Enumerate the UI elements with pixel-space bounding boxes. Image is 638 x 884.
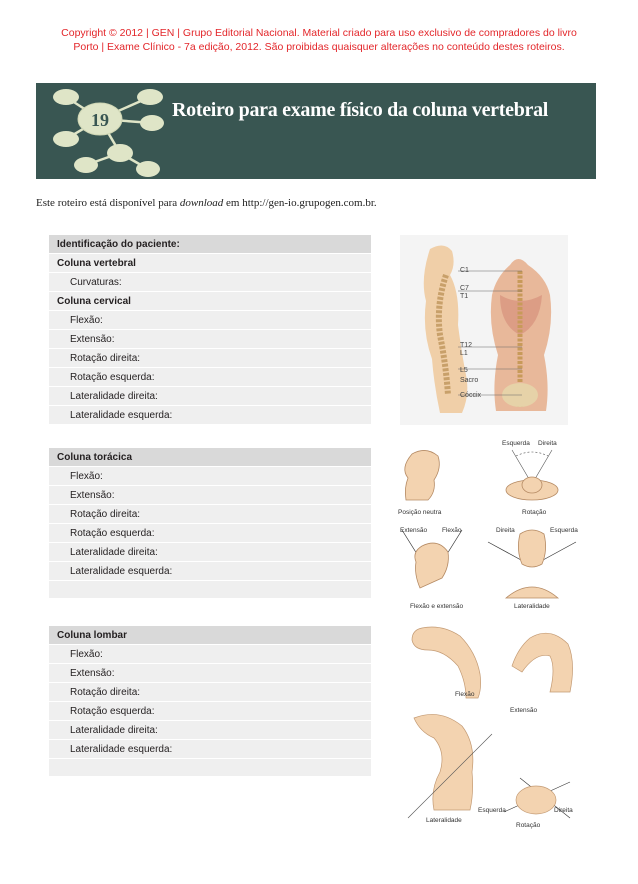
form-row[interactable]: Lateralidade esquerda:: [49, 740, 371, 759]
label-flexao: Flexão: [442, 527, 462, 534]
spine-anatomy-figure: [400, 235, 568, 425]
section-header: Identificação do paciente:: [49, 235, 371, 254]
label-extensao: Extensão: [510, 707, 538, 714]
label-flexao-extensao: Flexão e extensão: [410, 603, 464, 610]
form-row[interactable]: Rotação esquerda:: [49, 702, 371, 721]
form-row[interactable]: Curvaturas:: [49, 273, 371, 292]
section-header: Coluna torácica: [49, 448, 371, 467]
form-row[interactable]: Lateralidade esquerda:: [49, 406, 371, 425]
page-title: Roteiro para exame físico da coluna vertebral: [172, 99, 549, 121]
label-l1: L1: [460, 350, 468, 357]
cervical-movements-figure: [392, 438, 588, 616]
copyright-notice: [0, 26, 638, 54]
form-row[interactable]: Extensão:: [49, 330, 371, 349]
label-esquerda-lateral: Esquerda: [550, 527, 578, 534]
molecule-logo-icon: [36, 83, 196, 179]
download-suffix: em http://gen-io.grupogen.com.br.: [226, 197, 377, 209]
copyright-line-1: Copyright © 2012 | GEN | Grupo Editorial Nacional. Material criado para uso exclusivo de compradores do livro: [61, 27, 577, 39]
section-coluna-lombar: [49, 626, 371, 777]
label-extensao: Extensão: [400, 527, 428, 534]
form-row[interactable]: Coluna vertebral: [49, 254, 371, 273]
label-esquerda: Esquerda: [502, 440, 530, 447]
blank-row: [49, 581, 371, 599]
label-direita: Direita: [538, 440, 557, 447]
form-row[interactable]: Lateralidade esquerda:: [49, 562, 371, 581]
copyright-line-2: Porto | Exame Clínico - 7a edição, 2012. São proibidas quaisquer alterações no conteúdo destes roteiros.: [73, 41, 565, 53]
form-row[interactable]: Coluna cervical: [49, 292, 371, 311]
form-row[interactable]: Rotação direita:: [49, 349, 371, 368]
form-row[interactable]: Extensão:: [49, 486, 371, 505]
form-row[interactable]: Rotação direita:: [49, 683, 371, 702]
label-rotacao: Rotação: [516, 822, 541, 829]
label-rotacao: Rotação: [522, 509, 547, 516]
form-row[interactable]: Flexão:: [49, 645, 371, 664]
label-l5: L5: [460, 367, 468, 374]
lumbar-illustration-icon: [400, 622, 586, 834]
label-direita: Direita: [554, 807, 573, 814]
form-row[interactable]: Rotação esquerda:: [49, 368, 371, 387]
label-posicao-neutra: Posição neutra: [398, 509, 442, 516]
form-row[interactable]: Lateralidade direita:: [49, 387, 371, 406]
blank-row: [49, 759, 371, 777]
spine-illustration-icon: [400, 235, 568, 425]
section-coluna-vertebral: [49, 235, 371, 425]
form-row[interactable]: Lateralidade direita:: [49, 543, 371, 562]
label-lateralidade: Lateralidade: [514, 603, 550, 610]
lumbar-movements-figure: [400, 622, 586, 834]
form-row[interactable]: Rotação esquerda:: [49, 524, 371, 543]
section-header: Coluna lombar: [49, 626, 371, 645]
label-flexao: Flexão: [455, 691, 475, 698]
download-prefix: Este roteiro está disponível para: [36, 197, 178, 209]
label-esquerda: Esquerda: [478, 807, 506, 814]
form-row[interactable]: Extensão:: [49, 664, 371, 683]
label-t12: T12: [460, 342, 473, 349]
download-notice: [36, 197, 377, 209]
section-coluna-toracica: [49, 448, 371, 599]
chapter-number: 19: [91, 110, 109, 130]
label-t1: T1: [460, 293, 469, 300]
label-lateralidade: Lateralidade: [426, 817, 462, 824]
chapter-banner: [36, 83, 596, 179]
label-coccix: Cóccix: [460, 392, 482, 399]
form-row[interactable]: Flexão:: [49, 311, 371, 330]
label-c1: C1: [460, 267, 469, 274]
label-c7: C7: [460, 285, 469, 292]
label-sacro: Sacro: [460, 377, 479, 384]
form-row[interactable]: Lateralidade direita:: [49, 721, 371, 740]
form-row[interactable]: Flexão:: [49, 467, 371, 486]
label-direita-lateral: Direita: [496, 527, 515, 534]
form-row[interactable]: Rotação direita:: [49, 505, 371, 524]
download-word: download: [179, 197, 224, 209]
